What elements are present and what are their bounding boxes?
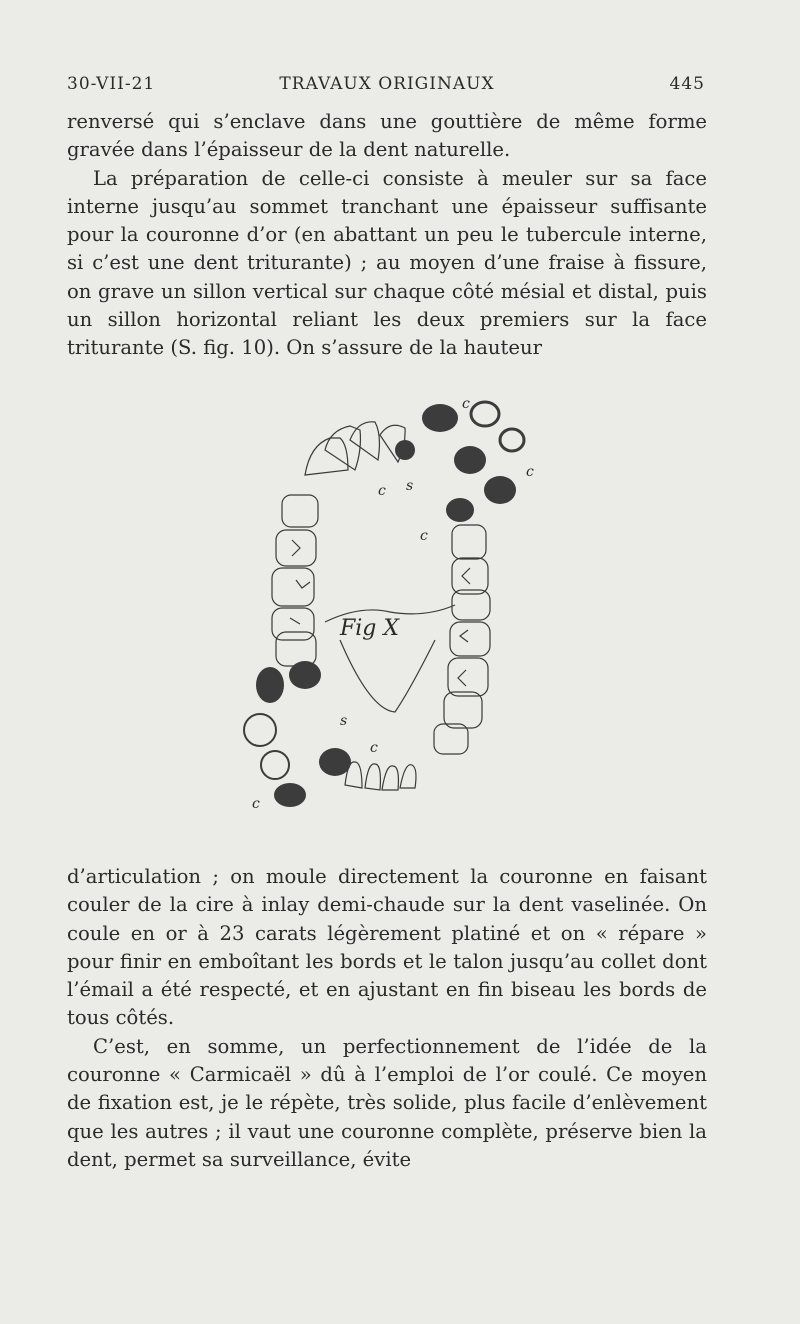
- paragraph-preparation: La préparation de celle-ci consiste à meuler sur sa face interne jusqu’au sommet tranchant une épaisseur suffisante pour la couronne d’or (en abattant un peu le tubercule interne, si c’est une dent triturante) ; au moyen d’une fraise à fissure, on grave un sillon vertical sur chaque côté mésial et distal, puis un sillon horizontal reliant les deux premiers sur la face triturante (S. fig. 10). On s’assure de la hauteur: [67, 166, 707, 360]
- paragraph-articulation: d’articulation ; on moule directement la couronne en faisant couler de la cire à inlay demi-chaude sur la dent vaselinée. On coule en or à 23 carats légèrement platiné et on « répare » pour finir en emboîtant les bords et le talon jusqu’au collet dont l’émail a été respecté, et en ajustant en fin biseau les bords de tous côtés.: [67, 865, 707, 1030]
- dental-arch-figure: [230, 390, 550, 830]
- figure-label: Fig X: [340, 616, 400, 641]
- paragraph-continued: renversé qui s’enclave dans une gouttière de même forme gravée dans l’épaisseur de la dent naturelle.: [67, 110, 707, 162]
- figure-letter: s: [340, 713, 348, 729]
- figure-letter: c: [420, 528, 428, 544]
- text-block-top: [67, 108, 707, 363]
- text-block-bottom: [67, 863, 707, 1174]
- paragraph-conclusion: C’est, en somme, un perfectionnement de l’idée de la couronne « Carmicaël » dû à l’emploi de l’or coulé. Ce moyen de fixation est, je le répète, très solide, plus facile d’enlèvement que les autres ; il vaut une couronne complète, préserve bien la dent, permet sa surveillance, évite: [67, 1034, 707, 1171]
- figure-letter: c: [526, 464, 534, 480]
- header-title: TRAVAUX ORIGINAUX: [279, 74, 495, 94]
- figure-letter: c: [370, 740, 378, 756]
- figure-letter: c: [378, 483, 386, 499]
- header-date: 30-VII-21: [67, 74, 156, 94]
- figure-letter: c: [252, 796, 260, 812]
- page-number: 445: [669, 74, 705, 94]
- dental-arch-illustration: [230, 390, 550, 830]
- figure-letter: s: [406, 478, 414, 494]
- running-header: [67, 74, 707, 102]
- figure-letter: c: [462, 396, 470, 412]
